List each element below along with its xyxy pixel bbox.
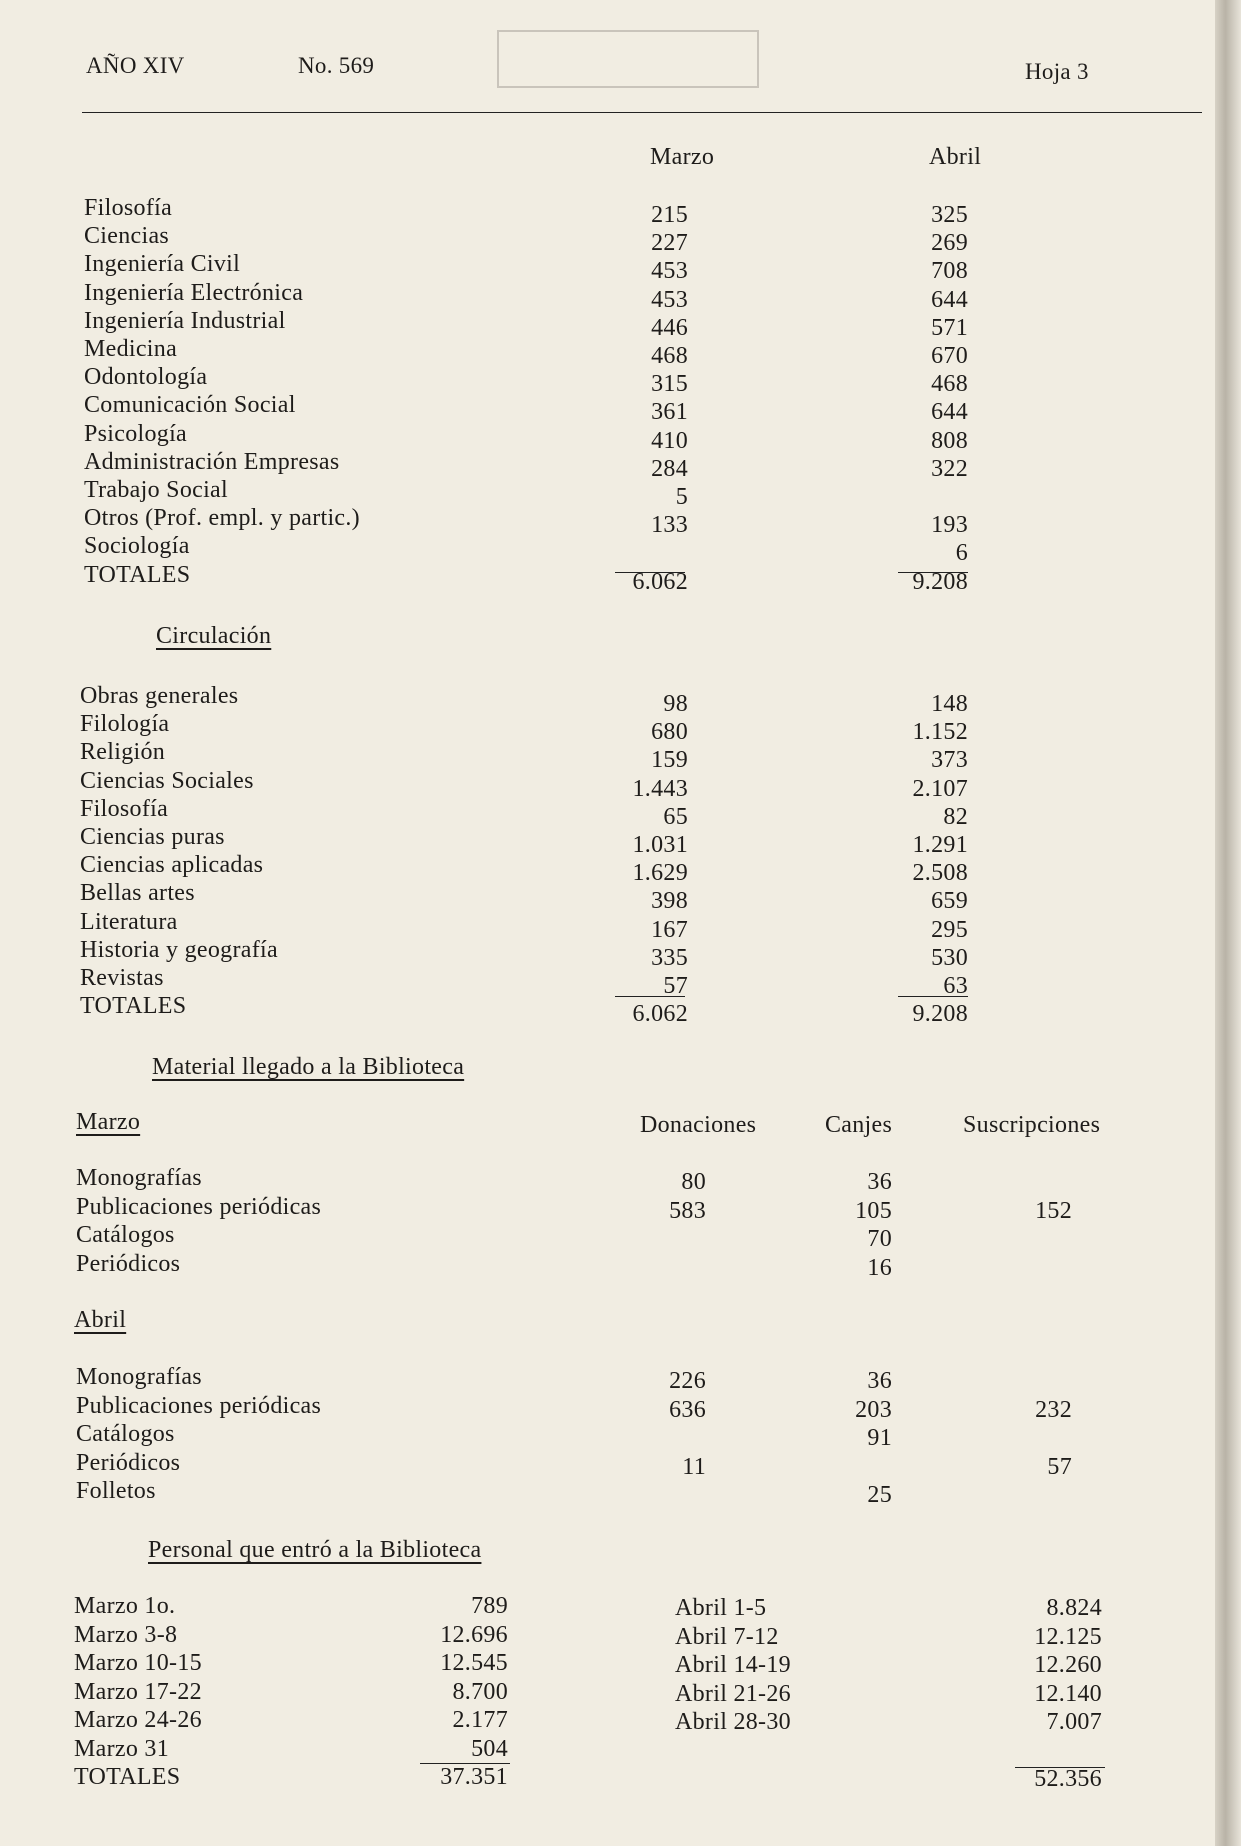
circulation-label: Ciencias Sociales: [80, 767, 254, 794]
material-abril-canjes: 203: [855, 1396, 892, 1423]
circulation-label: Obras generales: [80, 683, 239, 709]
material-col-donaciones: Donaciones: [640, 1112, 757, 1138]
material-abril-canjes: 36: [867, 1368, 892, 1394]
material-marzo-donaciones: 80: [681, 1169, 706, 1195]
faculty-label: Otros (Prof. empl. y partic.): [84, 505, 360, 532]
personnel-marzo-total-label: TOTALES: [74, 1764, 181, 1790]
circulation-label: Ciencias aplicadas: [80, 852, 264, 879]
circulation-abril-value: 659: [931, 888, 968, 915]
material-abril-suscripciones: 57: [1047, 1453, 1072, 1480]
circulation-abril-value: 63: [943, 973, 968, 999]
circulation-label: Filología: [80, 711, 170, 738]
circulation-abril-value: 373: [931, 747, 968, 774]
personnel-title: Personal que entró a la Biblioteca: [148, 1537, 482, 1563]
material-abril-suscripciones: 232: [1035, 1396, 1072, 1423]
faculty-label: Medicina: [84, 336, 178, 362]
material-col-suscripciones: Suscripciones: [963, 1112, 1101, 1138]
personnel-abril-total-rule: [1015, 1767, 1105, 1768]
faculty-label: Comunicación Social: [84, 392, 296, 419]
material-marzo-label: Periódicos: [76, 1250, 181, 1277]
circulation-marzo-value: 98: [663, 691, 688, 717]
circulation-total-abril: 9.208: [912, 1001, 968, 1028]
circulation-total-marzo: 6.062: [632, 1001, 688, 1028]
material-abril-label: Folletos: [76, 1478, 156, 1504]
circulation-label: Historia y geografía: [80, 936, 278, 963]
material-abril-label: Publicaciones periódicas: [76, 1392, 322, 1419]
faculty-abril-value: 708: [931, 258, 968, 285]
personnel-abril-label: Abril 14-19: [675, 1652, 791, 1678]
circulation-marzo-value: 1.443: [632, 775, 688, 802]
personnel-marzo-value: 12.545: [440, 1650, 508, 1676]
material-marzo-canjes: 70: [867, 1226, 892, 1252]
personnel-marzo-value: 8.700: [452, 1678, 508, 1705]
circulation-label: Ciencias puras: [80, 824, 225, 850]
faculty-label: Sociología: [84, 533, 190, 560]
personnel-abril-label: Abril 21-26: [675, 1680, 791, 1707]
faculty-abril-value: 325: [931, 202, 968, 228]
faculty-label: Odontología: [84, 364, 208, 391]
header-rule: [82, 112, 1202, 113]
faculty-abril-value: 269: [931, 230, 968, 257]
material-abril-donaciones: 11: [682, 1453, 706, 1480]
circulation-marzo-total-rule: [615, 996, 685, 997]
header-year: AÑO XIV: [86, 53, 185, 78]
personnel-marzo-total-rule: [420, 1763, 510, 1764]
circulation-abril-value: 295: [931, 916, 968, 943]
circulation-abril-value: 1.291: [912, 832, 968, 858]
faculty-marzo-value: 410: [651, 427, 688, 454]
personnel-marzo-value: 789: [471, 1593, 508, 1619]
circulation-marzo-value: 167: [651, 916, 688, 943]
faculty-label: Ciencias: [84, 223, 170, 250]
circulation-total-label: TOTALES: [80, 993, 187, 1020]
personnel-marzo-label: Marzo 24-26: [74, 1707, 202, 1733]
circulation-marzo-value: 1.031: [632, 832, 688, 858]
header-page: Hoja 3: [1025, 59, 1089, 84]
material-col-canjes: Canjes: [825, 1112, 893, 1138]
material-marzo-label: Monografías: [76, 1165, 202, 1191]
circulation-abril-value: 2.107: [912, 775, 968, 802]
faculty-abril-value: 644: [931, 399, 968, 426]
faculty-total-marzo: 6.062: [632, 568, 688, 595]
circulation-marzo-value: 398: [651, 888, 688, 915]
personnel-abril-label: Abril 1-5: [675, 1595, 767, 1621]
material-marzo-canjes: 105: [855, 1197, 892, 1224]
faculty-marzo-value: 446: [651, 314, 688, 341]
faculty-abril-value: 670: [931, 343, 968, 369]
personnel-marzo-value: 2.177: [452, 1707, 508, 1733]
personnel-marzo-label: Marzo 3-8: [74, 1621, 178, 1648]
material-abril-label: Catálogos: [76, 1421, 175, 1447]
col-header-marzo: Marzo: [650, 144, 715, 170]
circulation-label: Literatura: [80, 908, 178, 935]
material-abril-canjes: 25: [867, 1482, 892, 1508]
faculty-label: Ingeniería Industrial: [84, 307, 286, 334]
personnel-marzo-label: Marzo 31: [74, 1735, 170, 1762]
circulation-marzo-value: 57: [663, 973, 688, 999]
personnel-marzo-total-value: 37.351: [440, 1764, 508, 1790]
circulation-abril-value: 1.152: [912, 719, 968, 746]
faculty-marzo-value: 468: [651, 343, 688, 369]
material-marzo-label: Catálogos: [76, 1222, 175, 1248]
faculty-abril-value: 193: [931, 512, 968, 539]
faculty-label: Filosofía: [84, 195, 173, 221]
personnel-marzo-value: 504: [471, 1735, 508, 1762]
material-marzo-donaciones: 583: [669, 1197, 706, 1224]
faculty-marzo-value: 215: [651, 202, 688, 228]
circulation-label: Bellas artes: [80, 880, 195, 907]
circulation-abril-value: 148: [931, 691, 968, 717]
material-abril-canjes: 91: [867, 1425, 892, 1451]
material-marzo-label: Publicaciones periódicas: [76, 1193, 322, 1220]
personnel-marzo-label: Marzo 1o.: [74, 1593, 176, 1619]
circulation-abril-value: 82: [943, 803, 968, 830]
header-number: No. 569: [298, 53, 375, 78]
personnel-abril-label: Abril 7-12: [675, 1623, 779, 1650]
circulation-marzo-value: 1.629: [632, 860, 688, 887]
faculty-abril-value: 571: [931, 314, 968, 341]
material-abril-label: Periódicos: [76, 1449, 181, 1476]
material-abril-donaciones: 636: [669, 1396, 706, 1423]
circulation-abril-total-rule: [898, 996, 968, 997]
material-title: Material llegado a la Biblioteca: [152, 1054, 465, 1080]
personnel-abril-value: 12.140: [1034, 1680, 1102, 1707]
personnel-abril-value: 12.260: [1034, 1652, 1102, 1678]
faculty-marzo-value: 453: [651, 258, 688, 285]
material-marzo-canjes: 36: [867, 1169, 892, 1195]
faculty-label: Ingeniería Electrónica: [84, 279, 304, 306]
faculty-label: Trabajo Social: [84, 477, 228, 503]
personnel-marzo-label: Marzo 10-15: [74, 1650, 202, 1676]
faculty-marzo-value: 453: [651, 286, 688, 313]
faculty-marzo-value: 284: [651, 455, 688, 482]
circulation-title: Circulación: [156, 623, 272, 649]
index-stamp: [497, 30, 759, 88]
faculties-marzo-total-rule: [615, 572, 685, 573]
col-header-abril: Abril: [929, 144, 982, 170]
circulation-abril-value: 2.508: [912, 860, 968, 887]
personnel-marzo-label: Marzo 17-22: [74, 1678, 202, 1705]
faculty-abril-value: 6: [955, 540, 968, 567]
personnel-abril-value: 8.824: [1046, 1595, 1102, 1621]
material-marzo-suscripciones: 152: [1035, 1197, 1072, 1224]
faculties-abril-total-rule: [898, 572, 968, 573]
circulation-marzo-value: 159: [651, 747, 688, 774]
faculty-marzo-value: 5: [675, 484, 688, 510]
circulation-marzo-value: 680: [651, 719, 688, 746]
personnel-abril-total-value: 52.356: [1034, 1766, 1102, 1792]
faculty-total-label: TOTALES: [84, 561, 191, 588]
circulation-label: Filosofía: [80, 795, 169, 822]
faculty-label: Ingeniería Civil: [84, 251, 241, 278]
personnel-marzo-value: 12.696: [440, 1621, 508, 1648]
material-marzo-canjes: 16: [867, 1254, 892, 1281]
personnel-abril-value: 7.007: [1046, 1709, 1102, 1735]
material-abril-title: Abril: [74, 1307, 127, 1333]
material-abril-label: Monografías: [76, 1364, 202, 1390]
circulation-marzo-value: 65: [663, 803, 688, 830]
faculty-label: Psicología: [84, 420, 187, 447]
faculty-abril-value: 322: [931, 455, 968, 482]
faculty-abril-value: 644: [931, 286, 968, 313]
adjacent-page-edge: [1215, 0, 1241, 1846]
circulation-abril-value: 530: [931, 944, 968, 971]
faculty-total-abril: 9.208: [912, 568, 968, 595]
personnel-abril-value: 12.125: [1034, 1623, 1102, 1650]
material-marzo-title: Marzo: [76, 1109, 141, 1135]
circulation-marzo-value: 335: [651, 944, 688, 971]
material-abril-donaciones: 226: [669, 1368, 706, 1394]
circulation-label: Revistas: [80, 965, 164, 991]
circulation-label: Religión: [80, 739, 166, 766]
faculty-marzo-value: 361: [651, 399, 688, 426]
faculty-marzo-value: 227: [651, 230, 688, 257]
faculty-abril-value: 808: [931, 427, 968, 454]
faculty-marzo-value: 315: [651, 371, 688, 398]
faculty-label: Administración Empresas: [84, 448, 340, 475]
faculty-marzo-value: 133: [651, 512, 688, 539]
faculty-abril-value: 468: [931, 371, 968, 398]
personnel-abril-label: Abril 28-30: [675, 1709, 791, 1735]
